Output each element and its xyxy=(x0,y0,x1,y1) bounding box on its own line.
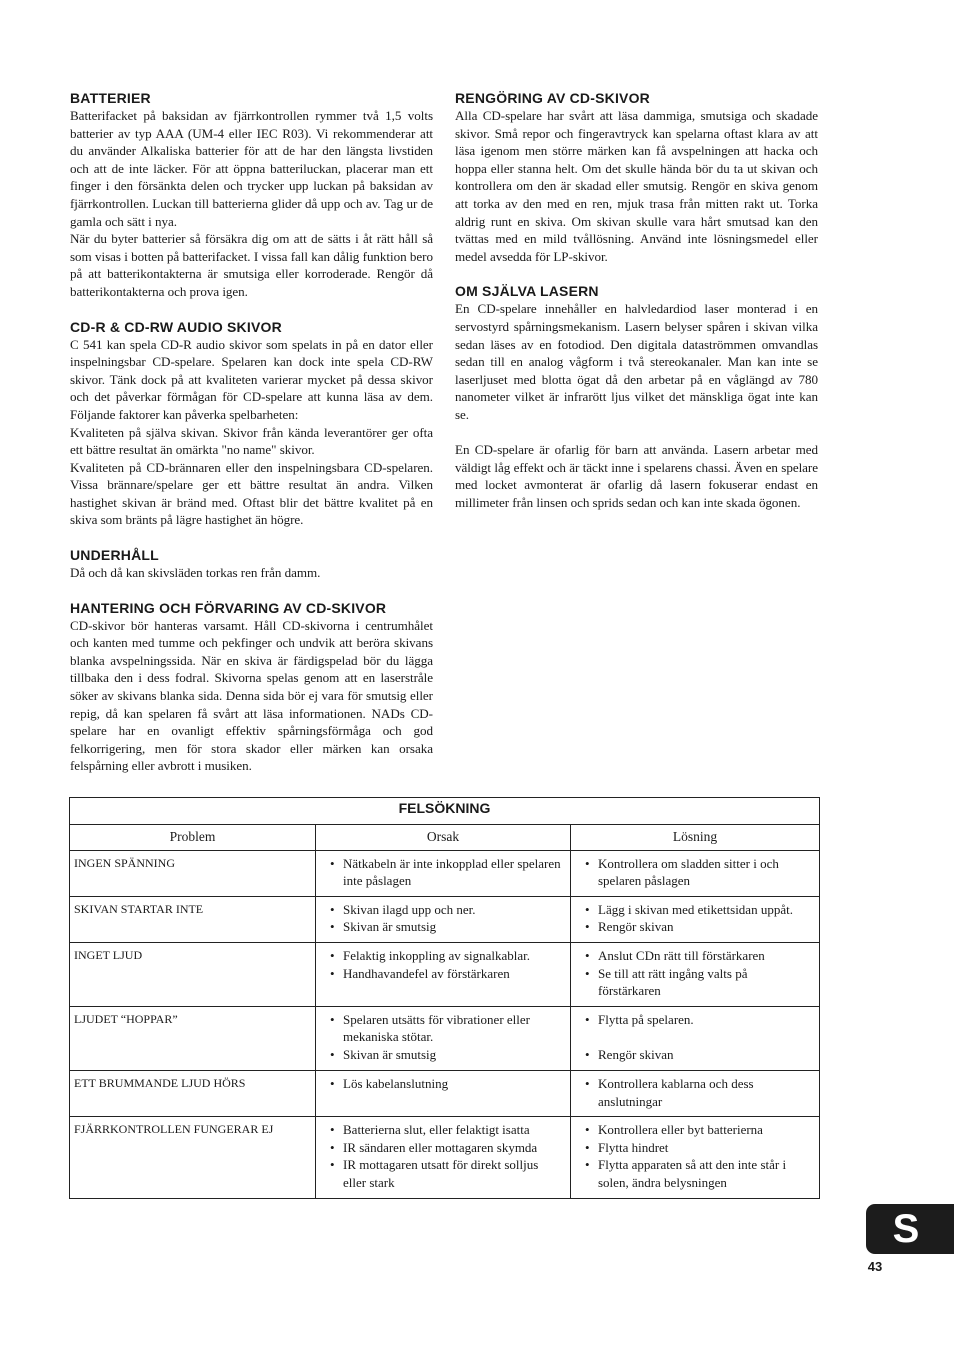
section-heading: UNDERHÅLL xyxy=(70,547,159,564)
table-row xyxy=(70,942,820,1006)
table-row xyxy=(70,1070,820,1116)
section-heading: HANTERING OCH FÖRVARING AV CD-SKIVOR xyxy=(70,599,387,616)
section-heading: OM SJÄLVA LASERN xyxy=(455,283,599,300)
column-header-solution: Lösning xyxy=(571,825,820,851)
bullet-item: • Kontrollera kablarna och dess anslutningar xyxy=(591,1075,813,1110)
bullet-item: • Kontrollera eller byt batterierna xyxy=(591,1121,813,1139)
bullet-list xyxy=(322,947,564,982)
bullet-item: • Rengör skivan xyxy=(591,918,813,936)
bullet-item: • Skivan är smutsig xyxy=(336,918,564,936)
cause-cell xyxy=(316,1070,571,1116)
bullet-item: • Flytta apparaten så att den inte står i solen, ändra belysningen xyxy=(591,1156,813,1191)
left-column xyxy=(70,90,433,793)
section-heading: RENGÖRING AV CD-SKIVOR xyxy=(455,90,650,106)
solution-cell xyxy=(571,850,820,896)
solution-cell xyxy=(571,896,820,942)
body-paragraph: Då och då kan skivsläden torkas ren från damm. xyxy=(70,565,321,581)
right-column xyxy=(455,90,818,529)
bullet-list xyxy=(577,855,813,890)
bullet-item: • Flytta hindret xyxy=(591,1139,813,1157)
section xyxy=(70,90,433,301)
body-paragraph: När du byter batterier så försäkra dig om att de sätts i åt rätt håll så som visas i botten på batterifacket. I vissa fall kan dålig funktion bero på att batterikontakterna är smutsiga eller korroderade. Rengör då batterikontakterna och prova igen. xyxy=(70,231,433,299)
page-number: 43 xyxy=(867,1259,883,1274)
body-paragraph: Batterifacket på baksidan av fjärrkontrollen rymmer två 1,5 volts batterier av typ AAA (UM-4 eller IEC R03). Vi rekommenderar att du använder Alkaliska batterier för att de har den längsta livstiden och att de inte läcker. För att öppna batteriluckan, placerar man ett finger i den försänkta delen och trycker upp luckan på baksidan av fjärrkontrollen. Luckan till batterierna glider då upp och av. Tag ur de gamla och sätt i nya. xyxy=(70,108,433,229)
cause-cell xyxy=(316,1006,571,1070)
bullet-item: • Batterierna slut, eller felaktigt isatta xyxy=(336,1121,564,1139)
cause-cell xyxy=(316,896,571,942)
body-paragraph: En CD-spelare innehåller en halvledardiod laser monterad i en servostyrd spårningsmekanism. Lasern belyser spåren i skivan vilka sedan läses av en fotodiod. Den digitala dataströmmen omvandlas sedan till en analog vågform i två stereokanaler. Man kan inte se laserljuset med blotta ögat då den arbetar på en våglängd av 780 nanometer vilket är infrarött ljus vilket det mänskliga ögat inte kan se. xyxy=(455,301,818,422)
cause-cell xyxy=(316,942,571,1006)
bullet-item: • Flytta på spelaren. xyxy=(591,1011,813,1029)
solution-cell xyxy=(571,942,820,1006)
bullet-item: • Felaktig inkoppling av signalkablar. xyxy=(336,947,564,965)
bullet-item: • Lös kabelanslutning xyxy=(336,1075,564,1093)
bullet-item: • Spelaren utsätts för vibrationer eller mekaniska stötar. xyxy=(336,1011,564,1046)
bullet-list xyxy=(322,855,564,890)
body-paragraph: Kvaliteten på CD-brännaren eller den inspelningsbara CD-spelaren. Vissa brännare/spelare ger ett bättre resultat än andra. Vilken hastighet skivan är bränd med. Oftast blir det bättre kvalitet på en skiva som bränts på lägre hastighet än högre. xyxy=(70,459,433,528)
problem-cell: ETT BRUMMANDE LJUD HÖRS xyxy=(70,1070,316,1116)
bullet-list xyxy=(577,901,813,936)
section xyxy=(70,600,433,775)
cause-cell xyxy=(316,850,571,896)
table-row xyxy=(70,850,820,896)
body-paragraph: En CD-spelare är ofarlig för barn att använda. Lasern arbetar med väldigt låg effekt och är täckt inne i spelarens chassi. Även en spelare med locket avmonterat är ofarlig då lasern fokuserar endast en millimeter från linsen och sprids sedan och kan inte skada ögonen. xyxy=(455,442,818,510)
problem-cell: SKIVAN STARTAR INTE xyxy=(70,896,316,942)
language-tab-letter: S xyxy=(892,1207,920,1251)
table-row xyxy=(70,1006,820,1070)
bullet-item: • Kontrollera om sladden sitter i och spelaren påslagen xyxy=(591,855,813,890)
bullet-item: • Skivan är smutsig xyxy=(336,1046,564,1064)
column-header-problem: Problem xyxy=(70,825,316,851)
bullet-list xyxy=(322,1075,564,1093)
troubleshooting-table xyxy=(69,797,820,1199)
bullet-item: • Nätkabeln är inte inkopplad eller spelaren inte påslagen xyxy=(336,855,564,890)
bullet-item: • Handhavandefel av förstärkaren xyxy=(336,965,564,983)
section-heading: CD-R & CD-RW AUDIO SKIVOR xyxy=(70,318,282,335)
bullet-item: • IR sändaren eller mottagaren skymda xyxy=(336,1139,564,1157)
bullet-list xyxy=(577,1011,813,1064)
solution-cell xyxy=(571,1117,820,1198)
language-tab xyxy=(866,1204,954,1254)
solution-cell xyxy=(571,1006,820,1070)
bullet-item: • Skivan ilagd upp och ner. xyxy=(336,901,564,919)
bullet-item: • Anslut CDn rätt till förstärkaren xyxy=(591,947,813,965)
section xyxy=(70,319,433,530)
problem-cell: INGEN SPÄNNING xyxy=(70,850,316,896)
section xyxy=(70,547,433,582)
section-heading: BATTERIER xyxy=(70,90,151,106)
body-paragraph: C 541 kan spela CD-R audio skivor som spelats in på en dator eller inspelningsbar CD-spelare. Spelaren kan dock inte spela CD-RW skivor. Tänk dock på att kvaliteten varierar mycket på dessa skivor och det påverkar förmågan för CD-spelare att kunna läsa av dem. Följande faktorer kan påverka spelbarheten: xyxy=(70,336,433,422)
body-paragraph: Kvaliteten på själva skivan. Skivor från kända leverantörer ger ofta ett bättre resultat än omärkta "no name" skivor. xyxy=(70,424,433,458)
bullet-list xyxy=(577,947,813,1000)
bullet-item: • Se till att rätt ingång valts på förstärkaren xyxy=(591,965,813,1000)
bullet-item: • IR mottagaren utsatt för direkt solljus eller stark xyxy=(336,1156,564,1191)
bullet-list xyxy=(322,1011,564,1064)
cause-cell xyxy=(316,1117,571,1198)
bullet-list xyxy=(322,901,564,936)
troubleshooting-title: FELSÖKNING xyxy=(70,798,820,825)
problem-cell: LJUDET “HOPPAR” xyxy=(70,1006,316,1070)
body-paragraph: Alla CD-spelare har svårt att läsa dammiga, smutsiga och skadade skivor. Små repor och fingeravtryck kan spelarna oftast klara av att läsa igenom men större märken kan få avspelningen att hacka och hoppa eller stanna helt. Om det skulle hända bör du ta ut skivan och kontrollera om den är skadad eller smutsig. Rengör en skiva genom att torka av den med en ren, mjuk trasa från mitten rakt ut. Torka aldrig runt en skiva. Om skivan skulle vara hårt smutsad kan den tvättas med en mild tvållösning. Använd inte lösningsmedel eller medel avsedda för LP-skivor. xyxy=(455,108,818,264)
section xyxy=(455,283,818,511)
bullet-item: • Lägg i skivan med etikettsidan uppåt. xyxy=(591,901,813,919)
problem-cell: FJÄRRKONTROLLEN FUNGERAR EJ xyxy=(70,1117,316,1198)
bullet-item: • Rengör skivan xyxy=(591,1046,813,1064)
column-header-cause: Orsak xyxy=(316,825,571,851)
body-paragraph: CD-skivor bör hanteras varsamt. Håll CD-skivorna i centrumhålet och kanten med tumme och pekfinger och undvik att beröra skivans blanka avspelningssida. När en skiva är färdigspelad bör du lägga tillbaka den i dess fodral. Skivorna spelas genom att en laserstråle söker av skivans blanka sida. Denna sida bör ej vara för smutsig eller repig, då kan spelaren få svårt att läsa informationen. NADs CD-spelare har en ovanligt effektiv spårningsförmåga och god felkorrigering, men för stora skador eller märken kan orsaka felspårning eller avbrott i musiken. xyxy=(70,617,433,774)
problem-cell: INGET LJUD xyxy=(70,942,316,1006)
bullet-list xyxy=(322,1121,564,1191)
bullet-list xyxy=(577,1075,813,1110)
table-row xyxy=(70,896,820,942)
solution-cell xyxy=(571,1070,820,1116)
bullet-list xyxy=(577,1121,813,1191)
table-row xyxy=(70,1117,820,1198)
section xyxy=(455,90,818,265)
